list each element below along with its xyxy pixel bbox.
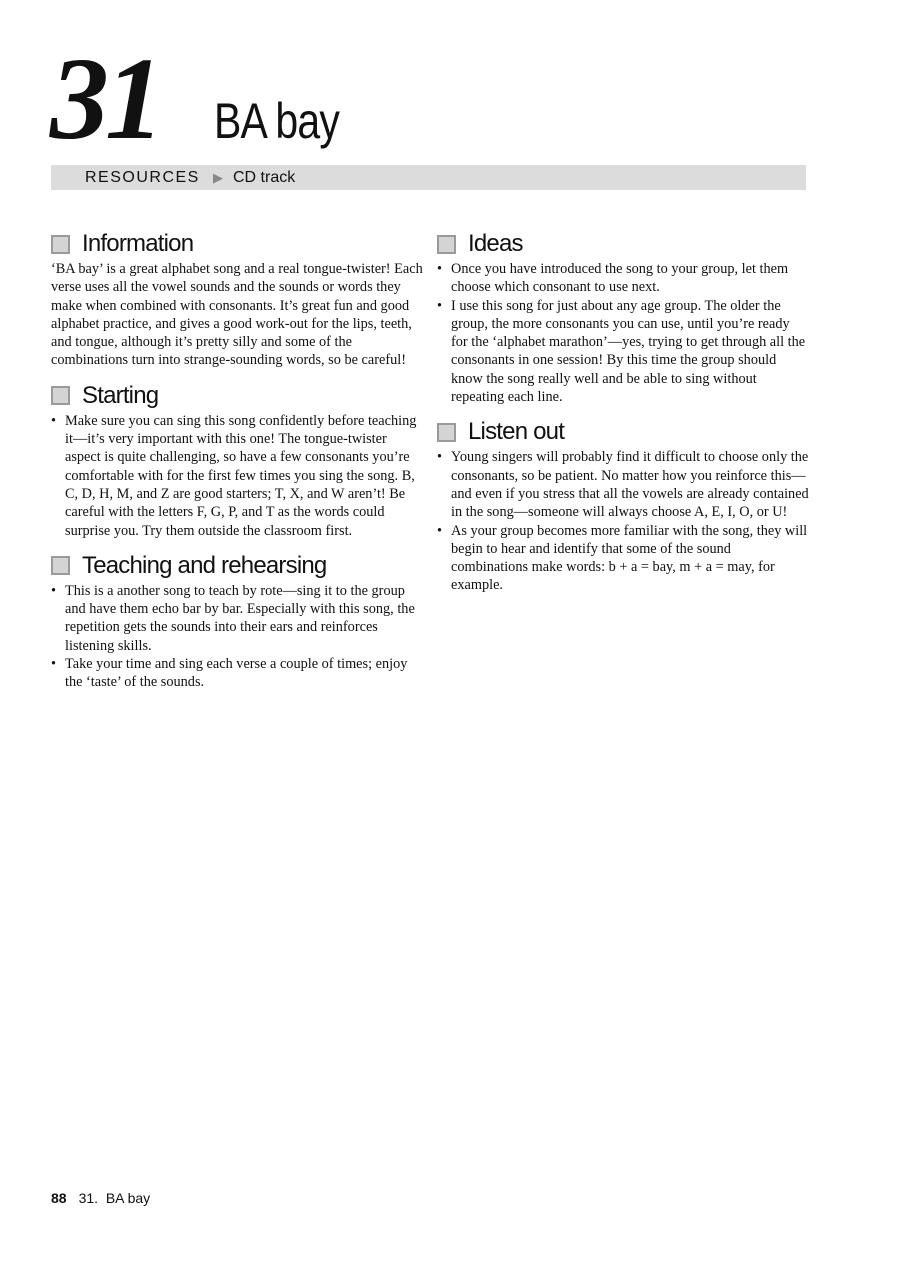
chapter-title: BA bay [214,93,340,149]
resources-label: RESOURCES [85,169,200,186]
list-item: • Make sure you can sing this song confidently before teaching it—it’s very important with this one! The tongue-twister aspect is quite challenging, so have a few consonants you’re comfortable with for the first few times you sing the song. B, C, D, H, M, and Z are good starters; T, X, and W aren’t! Be careful with the letters F, G, P, and T as the words could surprise you. Try them outside the classroom first. [51,412,423,540]
list-item: • I use this song for just about any age group. The older the group, the more consonants you can use, until you’re ready for the ‘alphabet marathon’—yes, trying to get through all the consonants in one session! By this time the group should know the song really well and be able to sing without repeating each line. [437,297,809,407]
section-heading: Teaching and rehearsing [82,551,327,579]
section-starting [51,380,423,540]
list-item: • As your group becomes more familiar with the song, they will begin to hear and identify that some of the sound combinations make words: b + a = bay, m + a = may, for example. [437,522,809,595]
section-heading: Listen out [468,418,565,446]
checkbox-square-icon [437,423,456,442]
list-item: • Once you have introduced the song to your group, let them choose which consonant to use next. [437,260,809,297]
checkbox-square-icon [437,235,456,254]
section-heading: Starting [82,381,159,409]
right-column [437,228,809,605]
list-item: • This is a another song to teach by rote—sing it to the group and have them echo bar by bar. Especially with this song, the repetition gets the sounds into their ears and reinforces listening skills. [51,582,423,655]
section-listen-out [437,416,809,594]
page-number: 88 [51,1190,67,1206]
section-heading: Information [82,230,194,257]
section-information [51,228,423,370]
section-heading: Ideas [468,230,523,257]
checkbox-square-icon [51,386,70,405]
checkbox-square-icon [51,556,70,575]
section-ideas [437,228,809,406]
running-title: 31. BA bay [78,1190,151,1206]
play-triangle-icon: ▶ [213,170,223,185]
list-item: • Young singers will probably find it difficult to choose only the consonants, so be patient. No matter how you reinforce this—and even if you stress that all the vowels are already contained in the song—someone will always choose A, E, I, O, or U! [437,448,809,521]
resource-item: CD track [233,169,296,186]
page-footer [51,1190,150,1206]
left-column [51,228,423,702]
chapter-number: 31 [50,33,160,164]
list-item: • Take your time and sing each verse a couple of times; enjoy the ‘taste’ of the sounds. [51,655,423,692]
section-teaching [51,550,423,692]
section-paragraph: ‘BA bay’ is a great alphabet song and a real tongue-twister! Each verse uses all the vowel sounds and the sounds or words they make when combined with consonants. It’s great fun and good alphabet practice, and gives a good work-out for the lips, teeth, and tongue, although it’s pretty silly and some of the combinations turn into strange-sounding words, so be careful! [51,261,423,369]
checkbox-square-icon [51,235,70,254]
resources-bar [51,165,806,190]
